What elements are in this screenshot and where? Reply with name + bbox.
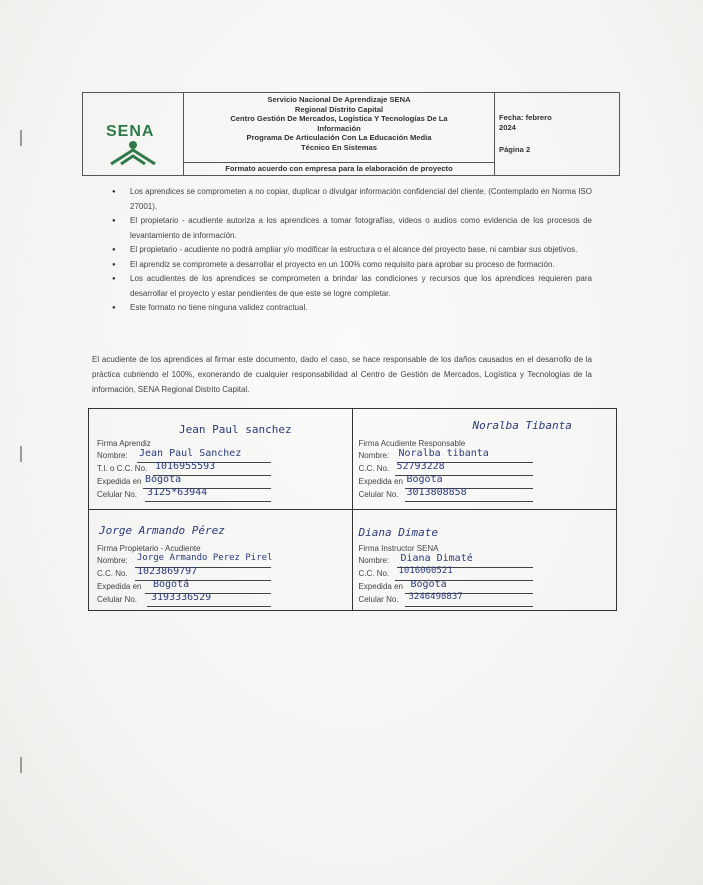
- list-item: ● Los aprendices se comprometen a no copiar, duplicar o divulgar información confidencial del cliente. (Contemplado en Norma ISO 27001).: [112, 185, 592, 214]
- expedida-value: Bogota: [145, 474, 182, 485]
- doc-label: C.C. No.: [97, 568, 128, 578]
- doc-label: C.C. No.: [358, 464, 390, 473]
- sena-logo-icon: [105, 140, 161, 166]
- expedida-value: Bogotá: [153, 578, 190, 590]
- expedida-label: Expedida en: [358, 581, 403, 591]
- doc-value: 52793228: [396, 461, 445, 472]
- underline: [145, 501, 271, 502]
- logo-cell: [83, 93, 184, 175]
- list-item: ● Los acudientes de los aprendices se comprometen a brindar las condiciones y recursos que los aprendices requieren para desarrollar el proyecto y estar pendientes de que este se logre completar.: [112, 272, 592, 301]
- fecha-label: [499, 113, 552, 132]
- signature-cell-instructor: [353, 510, 617, 611]
- document-header: [82, 92, 620, 176]
- celular-label: Celular No.: [358, 490, 399, 499]
- nombre-value: Diana Dimaté: [400, 552, 473, 564]
- expedida-value: Bogota: [406, 474, 443, 485]
- expedida-label: Expedida en: [97, 477, 142, 486]
- punch-mark: [20, 446, 22, 462]
- signature-cell-propietario: [89, 510, 353, 611]
- punch-mark: [20, 757, 22, 773]
- responsibility-paragraph: El acudiente de los aprendices al firmar este documento, dado el caso, se hace responsable de los daños causados en el desarrollo de la práctica cubriendo el 100%, exonerando de cualquier responsabilidad al Centro de Gestión de Mercados, Logística y Tecnologías de la información, SENA Regional Distrito Capital.: [92, 355, 592, 394]
- signature-title: Firma Propietario - Acudiente: [97, 543, 201, 553]
- doc-value: 1023869797: [137, 565, 198, 577]
- celular-label: Celular No.: [97, 490, 138, 499]
- underline: [147, 606, 271, 607]
- underline: [405, 606, 533, 607]
- title-line: Técnico En Sistemas: [301, 142, 377, 152]
- signature-title: Firma Aprendiz: [97, 439, 151, 448]
- signature-title: Firma Instructor SENA: [358, 543, 439, 553]
- doc-label: T.I. o C.C. No.: [97, 464, 148, 473]
- header-subtitle: Formato acuerdo con empresa para la elaboración de proyecto: [184, 162, 494, 173]
- nombre-value: Jean Paul Sanchez: [139, 448, 242, 459]
- doc-value: 1016955593: [155, 461, 216, 472]
- title-line: Centro Gestión De Mercados, Logística Y Tecnologías De La: [230, 114, 448, 123]
- commitments-list: [112, 185, 592, 316]
- signature-title: Firma Acudiente Responsable: [358, 439, 466, 448]
- title-line: Programa De Articulación Con La Educación Media: [246, 133, 432, 142]
- title-line: Información: [317, 123, 361, 133]
- celular-value: 3193336529: [151, 591, 212, 603]
- nombre-label: Nombre:: [97, 451, 128, 460]
- date-cell: [495, 93, 619, 175]
- handwritten-signature: Noralba Tibanta: [472, 419, 572, 432]
- list-item: ● El propietario - acudiente no podrá ampliar y/o modificar la estructura o el alcance del proyecto base, ni cambiar sus objetivos.: [112, 243, 592, 258]
- nombre-value: Jorge Armando Perez Pirel: [137, 552, 273, 563]
- celular-value: 3246498837: [408, 591, 463, 602]
- expedida-value: Bogota: [410, 578, 447, 590]
- doc-label: C.C. No.: [358, 568, 390, 578]
- celular-label: Celular No.: [97, 594, 138, 604]
- celular-value: 3125*63944: [147, 487, 208, 498]
- title-line: Servicio Nacional De Aprendizaje SENA: [267, 95, 411, 104]
- title-cell: [184, 93, 495, 175]
- handwritten-signature: Jean Paul sanchez: [179, 423, 292, 436]
- fecha-line: Fecha: febrero: [499, 113, 552, 122]
- expedida-label: Expedida en: [97, 581, 142, 591]
- sena-logo-text: SENA: [106, 123, 155, 140]
- handwritten-signature: Jorge Armando Pérez: [99, 523, 225, 537]
- title-line: Regional Distrito Capital: [294, 104, 384, 114]
- signature-table: [88, 408, 617, 611]
- nombre-value: Noralba tibanta: [398, 448, 489, 459]
- expedida-label: Expedida en: [358, 477, 403, 486]
- nombre-label: Nombre:: [97, 555, 128, 565]
- list-item: ● El aprendiz se compromete a desarrollar el proyecto en un 100% como requisito para aprobar su proceso de formación.: [112, 258, 592, 273]
- list-item: ● Este formato no tiene ninguna validez contractual.: [112, 301, 592, 316]
- list-item: ● El propietario - acudiente autoriza a los aprendices a tomar fotografías, videos o audios como evidencia de los procesos de levantamiento de información.: [112, 214, 592, 243]
- celular-label: Celular No.: [358, 594, 399, 604]
- doc-value: 1016060521: [398, 565, 453, 576]
- punch-mark: [20, 130, 22, 146]
- handwritten-signature: Diana Dimate: [358, 525, 438, 539]
- celular-value: 3013808858: [406, 487, 467, 498]
- nombre-label: Nombre:: [358, 451, 390, 460]
- underline: [405, 501, 533, 502]
- signature-cell-acudiente: [353, 409, 617, 510]
- signature-cell-aprendiz: [89, 409, 353, 510]
- fecha-line: 2024: [499, 122, 516, 132]
- page-number: Página 2: [499, 145, 531, 154]
- nombre-label: Nombre:: [358, 555, 390, 565]
- header-title: [184, 95, 494, 152]
